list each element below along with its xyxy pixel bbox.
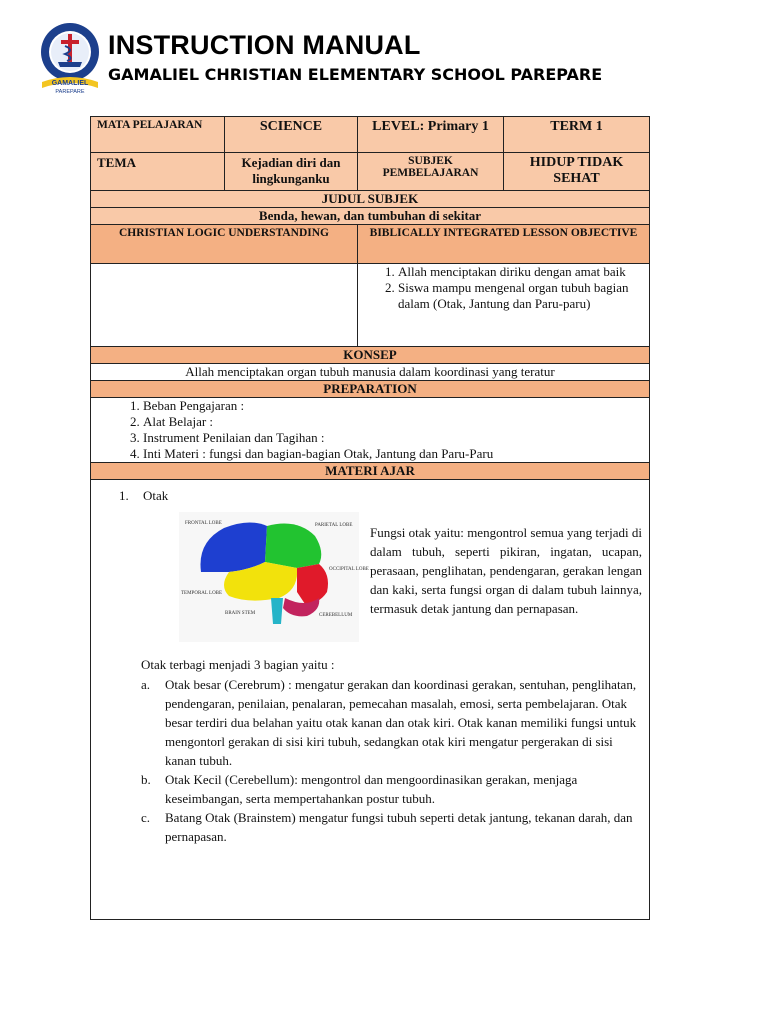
brain-diagram bbox=[179, 512, 369, 642]
preparation-heading-row bbox=[91, 381, 650, 398]
brain-function-text: Fungsi otak yaitu: mengontrol semua yang terjadi di dalam tubuh, seperti pikiran, ingatan, ucapan, perasaan, penglihatan, pendengaran, gerakan lengan dan kaki, serta fungsi organ di dalam tubuh lainnya, termasuk detak jantung dan pernapasan. bbox=[370, 525, 642, 616]
judul-heading-row bbox=[91, 191, 650, 208]
tema-value: Kejadian diri dan lingkunganku bbox=[225, 153, 358, 191]
judul-value-row bbox=[91, 208, 650, 225]
materi-item-1: 1. Otak bbox=[119, 488, 169, 503]
lesson-table bbox=[90, 116, 650, 480]
konsep-value: Allah menciptakan organ tubuh manusia dalam koordinasi yang teratur bbox=[91, 364, 650, 381]
brain-parts-intro: Otak terbagi menjadi 3 bagian yaitu : bbox=[141, 657, 335, 672]
svg-text:PARIETAL LOBE: PARIETAL LOBE bbox=[315, 523, 353, 528]
list-item bbox=[141, 770, 641, 808]
materi-heading: MATERI AJAR bbox=[91, 463, 650, 480]
logic-content-row bbox=[91, 264, 650, 347]
list-text: Otak besar (Cerebrum) : mengatur gerakan dan koordinasi gerakan, sentuhan, penglihatan, pendengaran, penilaian, penalaran, pemecahan masalah, emosi, serta pembelajaran. Otak besar terdiri dua belahan yaitu otak kanan dan otak kiri. Otak kanan memiliki fungsi untuk mengontorl gerakan di sisi kiri tubuh, sedangkan otak kiri mengatur pergerakan di sisi kanan tubuh. bbox=[165, 677, 637, 768]
objective-item: 1. Allah menciptakan diriku dengan amat baik bbox=[398, 264, 645, 280]
list-text: Otak Kecil (Cerebellum): mengontrol dan mengoordinasikan gerakan, menjaga keseimbangan, serta mempertahankan postur tubuh. bbox=[165, 772, 578, 806]
preparation-heading: PREPARATION bbox=[91, 381, 650, 398]
svg-text:FRONTAL LOBE: FRONTAL LOBE bbox=[185, 521, 222, 526]
logic-heading-row bbox=[91, 225, 650, 264]
tema-label: TEMA bbox=[91, 153, 225, 191]
list-letter: a. bbox=[141, 677, 151, 692]
preparation-item: 1. Beban Pengajaran : bbox=[143, 398, 645, 414]
manual-title: INSTRUCTION MANUAL bbox=[108, 30, 421, 60]
subject-value: SCIENCE bbox=[225, 117, 358, 153]
lesson-document bbox=[90, 116, 650, 920]
konsep-value-row bbox=[91, 364, 650, 381]
svg-text:BRAIN STEM: BRAIN STEM bbox=[225, 611, 256, 616]
christian-logic-content bbox=[91, 264, 358, 347]
preparation-content bbox=[91, 398, 650, 463]
konsep-heading-row bbox=[91, 347, 650, 364]
preparation-item: 4. Inti Materi : fungsi dan bagian-bagian Otak, Jantung dan Paru-Paru bbox=[143, 446, 645, 462]
materi-item-label: Otak bbox=[143, 488, 169, 503]
preparation-content-row bbox=[91, 398, 650, 463]
school-name: GAMALIEL CHRISTIAN ELEMENTARY SCHOOL PAREPARE bbox=[108, 65, 603, 84]
svg-text:GAMALIEL: GAMALIEL bbox=[51, 80, 89, 87]
level-value: LEVEL: Primary 1 bbox=[358, 117, 504, 153]
materi-heading-row bbox=[91, 463, 650, 480]
list-letter: c. bbox=[141, 810, 151, 825]
mata-pelajaran-label: MATA PELAJARAN bbox=[91, 117, 225, 153]
subject-row bbox=[91, 117, 650, 153]
term-value: TERM 1 bbox=[504, 117, 650, 153]
lesson-objective-heading: BIBLICALLY INTEGRATED LESSON OBJECTIVE bbox=[358, 225, 650, 264]
list-letter: b. bbox=[141, 772, 151, 787]
subjek-pembelajaran-label: SUBJEK PEMBELAJARAN bbox=[358, 153, 504, 191]
preparation-item: 3. Instrument Penilaian dan Tagihan : bbox=[143, 430, 645, 446]
subjek-value: HIDUP TIDAK SEHAT bbox=[504, 153, 650, 191]
document-header bbox=[0, 0, 768, 100]
svg-text:TEMPORAL LOBE: TEMPORAL LOBE bbox=[181, 591, 223, 596]
brain-stem bbox=[271, 598, 283, 624]
preparation-item: 2. Alat Belajar : bbox=[143, 414, 645, 430]
judul-value: Benda, hewan, dan tumbuhan di sekitar bbox=[91, 208, 650, 225]
brain-parts-list bbox=[141, 675, 641, 846]
svg-text:PAREPARE: PAREPARE bbox=[55, 89, 85, 95]
school-logo bbox=[38, 22, 102, 94]
christian-logic-heading: CHRISTIAN LOGIC UNDERSTANDING bbox=[91, 225, 358, 264]
list-item bbox=[141, 808, 641, 846]
konsep-heading: KONSEP bbox=[91, 347, 650, 364]
theme-row bbox=[91, 153, 650, 191]
judul-heading: JUDUL SUBJEK bbox=[91, 191, 650, 208]
svg-text:OCCIPITAL LOBE: OCCIPITAL LOBE bbox=[329, 567, 369, 572]
list-item bbox=[141, 675, 641, 770]
svg-text:CEREBELLUM: CEREBELLUM bbox=[319, 613, 353, 618]
lesson-objective-content bbox=[358, 264, 650, 347]
list-text: Batang Otak (Brainstem) mengatur fungsi tubuh seperti detak jantung, tekanan darah, dan pernapasan. bbox=[165, 810, 633, 844]
objective-item: 2. Siswa mampu mengenal organ tubuh bagian dalam (Otak, Jantung dan Paru-paru) bbox=[398, 280, 645, 312]
